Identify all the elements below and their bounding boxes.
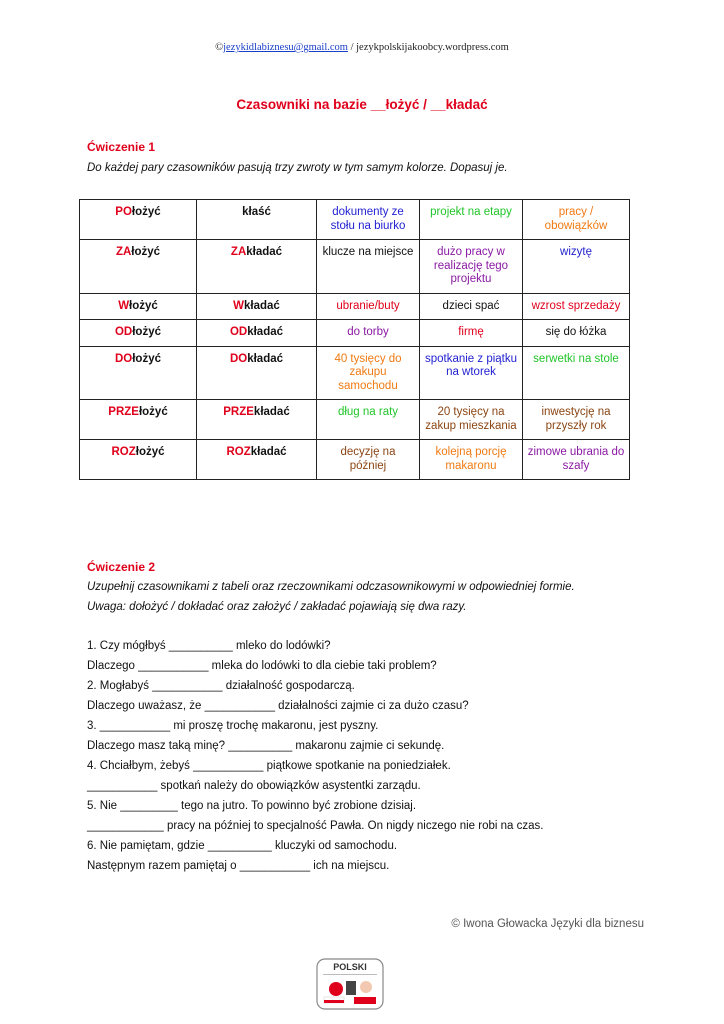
table-row <box>80 400 630 440</box>
verb-perfective <box>80 440 197 480</box>
sentence-line: ___________ spotkań należy do obowiązków asystentki zarządu. <box>87 780 421 792</box>
phrase-cell: do torby <box>317 320 420 347</box>
verb-imperfective <box>197 400 317 440</box>
verb-root: łożyć <box>131 246 161 258</box>
verb-prefix: DO <box>229 352 248 365</box>
footer-copyright: © Iwona Głowacka Języki dla biznesu <box>451 918 644 930</box>
phrase-cell: spotkanie z piątku na wtorek <box>420 346 523 400</box>
sentence-line: Dlaczego uważasz, że ___________ działalności zajmie ci za dużo czasu? <box>87 700 469 712</box>
sentence-line: 1. Czy mógłbyś __________ mleko do lodówki? <box>87 640 331 652</box>
verb-imperfective <box>197 200 317 240</box>
polski-logo-icon <box>314 957 386 1011</box>
verb-root: łożyć <box>135 446 165 458</box>
verb-prefix: ZA <box>230 246 247 258</box>
sentence-line: Dlaczego masz taką minę? __________ makaronu zajmie ci sekundę. <box>87 740 445 752</box>
phrase-cell: kolejną porcję makaronu <box>420 440 523 480</box>
phrase-cell: projekt na etapy <box>420 200 523 240</box>
phrase-cell: 40 tysięcy do zakupu samochodu <box>317 346 420 400</box>
sentence-line: 4. Chciałbym, żebyś ___________ piątkowe spotkanie na poniedziałek. <box>87 760 451 772</box>
table-row <box>80 240 630 294</box>
exercise2-instruction-2: Uwaga: dołożyć / dokładać oraz założyć / zakładać pojawiają się dwa razy. <box>87 601 467 613</box>
verb-root: kładać <box>247 326 284 338</box>
verb-root: kłaść <box>242 206 271 218</box>
verb-root: łożyć <box>132 326 161 338</box>
phrase-cell: firmę <box>420 320 523 347</box>
phrase-cell: dokumenty ze stołu na biurko <box>317 200 420 240</box>
verb-perfective <box>80 240 197 294</box>
verb-root: kładać <box>250 446 287 458</box>
verb-imperfective <box>197 240 317 294</box>
phrase-cell: się do łóżka <box>523 320 630 347</box>
phrase-cell: klucze na miejsce <box>317 240 420 294</box>
logo-text: POLSKI <box>333 962 367 972</box>
verb-prefix: PRZE <box>223 406 254 418</box>
page-header <box>0 42 724 53</box>
verb-prefix: ZA <box>115 246 132 258</box>
verb-prefix: W <box>118 299 130 312</box>
phrase-cell: decyzję na później <box>317 440 420 480</box>
verb-imperfective <box>197 346 317 400</box>
verb-table <box>79 199 630 480</box>
sentence-line: 2. Mogłabyś ___________ działalność gospodarczą. <box>87 680 355 692</box>
phrase-cell: dług na raty <box>317 400 420 440</box>
sentence-line: Dlaczego ___________ mleka do lodówki to dla ciebie taki problem? <box>87 660 437 672</box>
verb-root: kładać <box>253 406 290 418</box>
verb-root: łożyć <box>129 299 158 312</box>
exercise2-heading: Ćwiczenie 2 <box>87 560 156 574</box>
phrase-cell: dużo pracy w realizację tego projektu <box>420 240 523 294</box>
verb-perfective <box>80 400 197 440</box>
verb-prefix: PRZE <box>108 406 139 418</box>
verb-root: kładać <box>246 246 283 258</box>
blog-address: / jezykpolskijakoobcy.wordpress.com <box>347 42 509 53</box>
verb-perfective <box>80 200 197 240</box>
verb-prefix: PO <box>115 206 132 218</box>
verb-imperfective <box>197 320 317 347</box>
phrase-cell: zimowe ubrania do szafy <box>523 440 630 480</box>
verb-prefix: DO <box>114 352 133 365</box>
table-row <box>80 200 630 240</box>
exercise2-sentences <box>87 636 543 876</box>
table-row <box>80 293 630 320</box>
sentence-line: Następnym razem pamiętaj o ___________ ich na miejscu. <box>87 860 390 872</box>
verb-perfective <box>80 346 197 400</box>
table-row <box>80 346 630 400</box>
verb-root: łożyć <box>131 206 161 218</box>
verb-imperfective <box>197 440 317 480</box>
verb-prefix: W <box>233 299 245 312</box>
verb-prefix: ROZ <box>111 446 136 458</box>
phrase-cell: serwetki na stole <box>523 346 630 400</box>
phrase-cell: wizytę <box>523 240 630 294</box>
verb-prefix: ROZ <box>226 446 251 458</box>
verb-root: kładać <box>244 299 280 312</box>
exercise1-instruction: Do każdej pary czasowników pasują trzy zwroty w tym samym kolorze. Dopasuj je. <box>87 162 508 174</box>
verb-prefix: OD <box>229 326 248 338</box>
phrase-cell: inwestycję na przyszły rok <box>523 400 630 440</box>
table-row <box>80 320 630 347</box>
verb-imperfective <box>197 293 317 320</box>
verb-root: łożyć <box>138 406 168 418</box>
sentence-line: ____________ pracy na później to specjalność Pawła. On nigdy niczego nie robi na czas. <box>87 820 544 832</box>
phrase-cell: pracy / obowiązków <box>523 200 630 240</box>
sentence-line: 3. ___________ mi proszę trochę makaronu, jest pyszny. <box>87 720 379 732</box>
verb-perfective <box>80 293 197 320</box>
verb-prefix: OD <box>114 326 133 338</box>
phrase-cell: 20 tysięcy na zakup mieszkania <box>420 400 523 440</box>
table-row <box>80 440 630 480</box>
phrase-cell: wzrost sprzedaży <box>523 293 630 320</box>
phrase-cell: dzieci spać <box>420 293 523 320</box>
sentence-line: 6. Nie pamiętam, gdzie __________ kluczyki od samochodu. <box>87 840 398 852</box>
exercise2-instruction-1: Uzupełnij czasownikami z tabeli oraz rzeczownikami odczasownikowymi w odpowiedniej formie. <box>87 581 575 593</box>
verb-root: łożyć <box>132 352 161 365</box>
verb-root: kładać <box>247 352 284 365</box>
page-title: Czasowniki na bazie __łożyć / __kładać <box>236 97 488 112</box>
verb-perfective <box>80 320 197 347</box>
copyright-sign: © <box>215 42 224 53</box>
sentence-line: 5. Nie _________ tego na jutro. To powinno być zrobione dzisiaj. <box>87 800 417 812</box>
exercise1-heading: Ćwiczenie 1 <box>87 140 156 154</box>
email-link[interactable]: jezykidlabiznesu@gmail.com <box>223 42 348 53</box>
phrase-cell: ubranie/buty <box>317 293 420 320</box>
